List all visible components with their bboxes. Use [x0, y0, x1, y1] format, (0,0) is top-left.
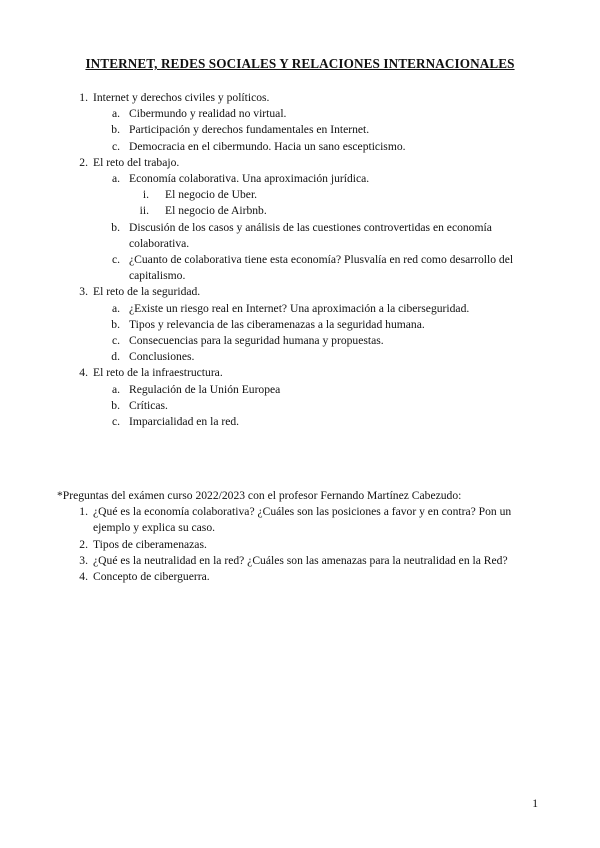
- item-number: a.: [111, 301, 120, 315]
- question-number: 4.: [79, 570, 88, 584]
- outline-item: [0, 155, 600, 171]
- exam-question: [0, 569, 600, 585]
- outline-subitem: [0, 382, 600, 398]
- exam-question: [0, 537, 600, 553]
- item-number: b.: [111, 317, 120, 331]
- item-number: ii.: [139, 204, 149, 218]
- item-number: b.: [111, 123, 120, 137]
- exam-question: [0, 504, 600, 536]
- outline-item: [0, 90, 600, 106]
- item-number: b.: [111, 398, 120, 412]
- item-text: ¿Existe un riesgo real en Internet? Una aproximación a la ciberseguridad.: [129, 301, 470, 315]
- item-text: El reto de la seguridad.: [93, 285, 201, 299]
- question-text: Concepto de ciberguerra.: [93, 570, 210, 584]
- outline-subitem: [0, 139, 600, 155]
- outline-subitem: [0, 317, 600, 333]
- item-text: Economía colaborativa. Una aproximación jurídica.: [129, 172, 370, 186]
- item-text: Críticas.: [129, 398, 168, 412]
- outline-subitem: [0, 349, 600, 365]
- outline-subitem: [0, 171, 600, 187]
- item-text: Democracia en el cibermundo. Hacia un sano escepticismo.: [129, 139, 406, 153]
- item-text: Participación y derechos fundamentales en Internet.: [129, 123, 370, 137]
- question-number: 3.: [79, 553, 88, 567]
- item-text: Regulación de la Unión Europea: [129, 382, 281, 396]
- exam-heading: *Preguntas del exámen curso 2022/2023 con el profesor Fernando Martínez Cabezudo:: [57, 489, 462, 502]
- outline-item: [0, 365, 600, 381]
- item-number: d.: [111, 350, 120, 364]
- item-number: c.: [111, 139, 120, 153]
- item-text: Discusión de los casos y análisis de las cuestiones controvertidas en economía colaborativa.: [129, 220, 492, 250]
- outline-subitem: [0, 398, 600, 414]
- outline-subitem: [0, 414, 600, 430]
- item-text: El negocio de Uber.: [165, 188, 258, 202]
- exam-question: [0, 553, 600, 569]
- item-number: 4.: [79, 366, 88, 380]
- item-number: a.: [111, 107, 120, 121]
- topic-outline: [0, 90, 600, 430]
- question-text: Tipos de ciberamenazas.: [93, 537, 207, 551]
- item-text: El reto de la infraestructura.: [93, 366, 223, 380]
- question-text: ¿Qué es la neutralidad en la red? ¿Cuáles son las amenazas para la neutralidad en la Red?: [93, 553, 508, 567]
- item-text: Imparcialidad en la red.: [129, 415, 240, 429]
- item-number: b.: [111, 220, 120, 234]
- outline-subitem: [0, 301, 600, 317]
- item-text: Consecuencias para la seguridad humana y propuestas.: [129, 334, 384, 348]
- outline-subitem: [0, 106, 600, 122]
- exam-questions-section: [0, 488, 600, 585]
- item-text: El negocio de Airbnb.: [165, 204, 267, 218]
- item-number: 2.: [79, 155, 88, 169]
- item-text: El reto del trabajo.: [93, 155, 180, 169]
- item-number: a.: [111, 382, 120, 396]
- page-number: 1: [532, 797, 538, 810]
- item-number: c.: [111, 334, 120, 348]
- question-number: 1.: [79, 505, 88, 519]
- item-text: Tipos y relevancia de las ciberamenazas a la seguridad humana.: [129, 317, 425, 331]
- item-number: 1.: [79, 91, 88, 104]
- item-text: ¿Cuanto de colaborativa tiene esta economía? Plusvalía en red como desarrollo del capitalismo.: [129, 253, 514, 283]
- outline-item: [0, 284, 600, 300]
- outline-subitem: [0, 252, 600, 284]
- item-text: Conclusiones.: [129, 350, 195, 364]
- item-number: c.: [111, 253, 120, 267]
- outline-subsubitem: [0, 203, 600, 219]
- item-number: a.: [111, 172, 120, 186]
- item-text: Internet y derechos civiles y políticos.: [93, 91, 270, 104]
- item-number: 3.: [79, 285, 88, 299]
- question-number: 2.: [79, 537, 88, 551]
- item-text: Cibermundo y realidad no virtual.: [129, 107, 287, 121]
- outline-subitem: [0, 333, 600, 349]
- outline-subitem: [0, 220, 600, 252]
- document-title: INTERNET, REDES SOCIALES Y RELACIONES INTERNACIONALES: [85, 56, 515, 71]
- item-number: i.: [142, 188, 149, 202]
- item-number: c.: [111, 415, 120, 429]
- outline-subitem: [0, 122, 600, 138]
- question-text: ¿Qué es la economía colaborativa? ¿Cuáles son las posiciones a favor y en contra? Pon un ejemplo y explica su caso.: [93, 505, 512, 535]
- outline-subsubitem: [0, 187, 600, 203]
